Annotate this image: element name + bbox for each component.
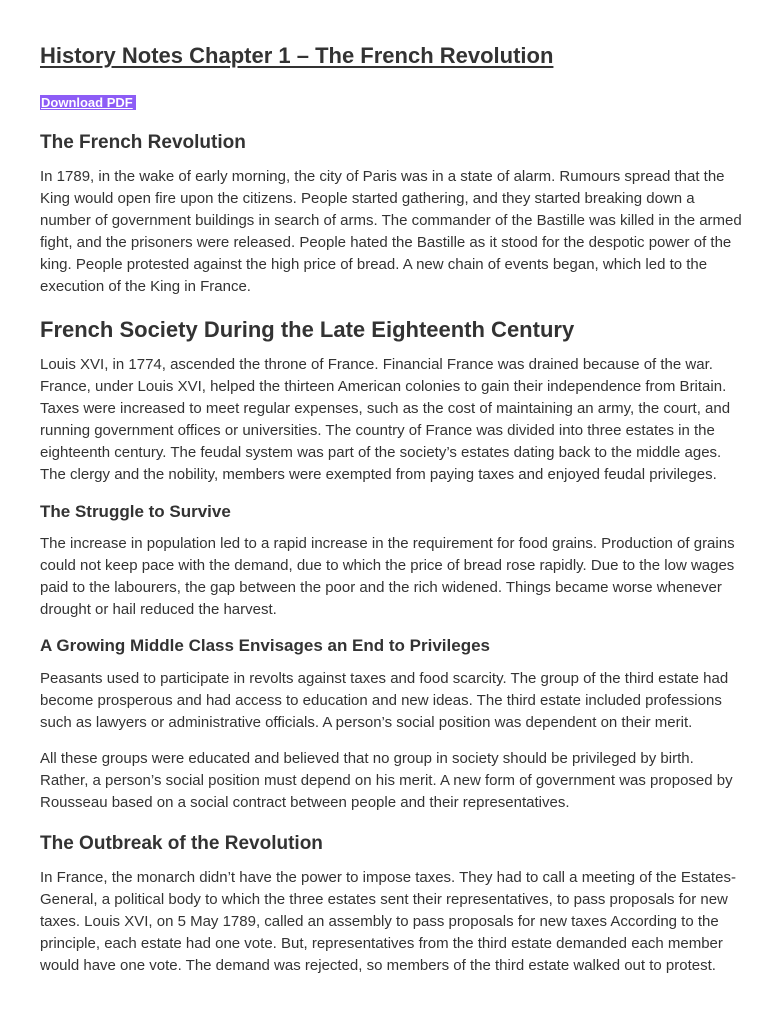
paragraph: All these groups were educated and believed that no group in society should be privileged by birth. Rather, a person’s social position must depend on his merit. A new form of government was proposed by Rousseau based on a social contract between people and their representatives. xyxy=(40,750,733,811)
section-heading-struggle-to-survive: The Struggle to Survive xyxy=(40,502,231,521)
section-heading-french-revolution: The French Revolution xyxy=(40,132,246,153)
page-title: History Notes Chapter 1 – The French Revolution xyxy=(40,43,554,68)
paragraph: In 1789, in the wake of early morning, the city of Paris was in a state of alarm. Rumours spread that the King would open fire upon the citizens. People started gathering, and they started breaking down a number of government buildings in search of arms. The commander of the Bastille was killed in the armed fight, and the prisoners were released. People hated the Bastille as it stood for the despotic power of the king. People protested against the high price of bread. A new chain of events began, which led to the execution of the King in France. xyxy=(40,168,742,295)
section-heading-middle-class: A Growing Middle Class Envisages an End to Privileges xyxy=(40,636,490,655)
paragraph: Peasants used to participate in revolts against taxes and food scarcity. The group of the third estate had become prosperous and had access to education and new ideas. The third estate included professions such as lawyers or administrative officials. A person’s social position was dependent on their merit. xyxy=(40,670,729,731)
download-pdf-link[interactable]: Download PDF xyxy=(40,95,136,110)
paragraph: Louis XVI, in 1774, ascended the throne of France. Financial France was drained because of the war. France, under Louis XVI, helped the thirteen American colonies to gain their independence from Britain. Taxes were increased to meet regular expenses, such as the cost of maintaining an army, the court, and running government offices or universities. The country of France was divided into three estates in the eighteenth century. The feudal system was part of the society’s estates dating back to the middle ages. The clergy and the nobility, members were exempted from paying taxes and enjoyed feudal privileges. xyxy=(40,356,731,483)
section-heading-french-society: French Society During the Late Eighteenth Century xyxy=(40,317,575,342)
paragraph: The increase in population led to a rapid increase in the requirement for food grains. Production of grains could not keep pace with the demand, due to which the price of bread rose rapidly. Due to the low wages paid to the labourers, the gap between the poor and the rich widened. Things became worse whenever drought or hail reduced the harvest. xyxy=(40,535,735,618)
paragraph: In France, the monarch didn’t have the power to impose taxes. They had to call a meeting of the Estates-General, a political body to which the three estates sent their representatives, to pass proposals for new taxes. Louis XVI, on 5 May 1789, called an assembly to pass proposals for new taxes According to the principle, each estate had one vote. But, representatives from the third estate demanded each member would have one vote. The demand was rejected, so members of the third estate walked out to protest. xyxy=(40,869,736,974)
section-heading-outbreak: The Outbreak of the Revolution xyxy=(40,833,323,854)
